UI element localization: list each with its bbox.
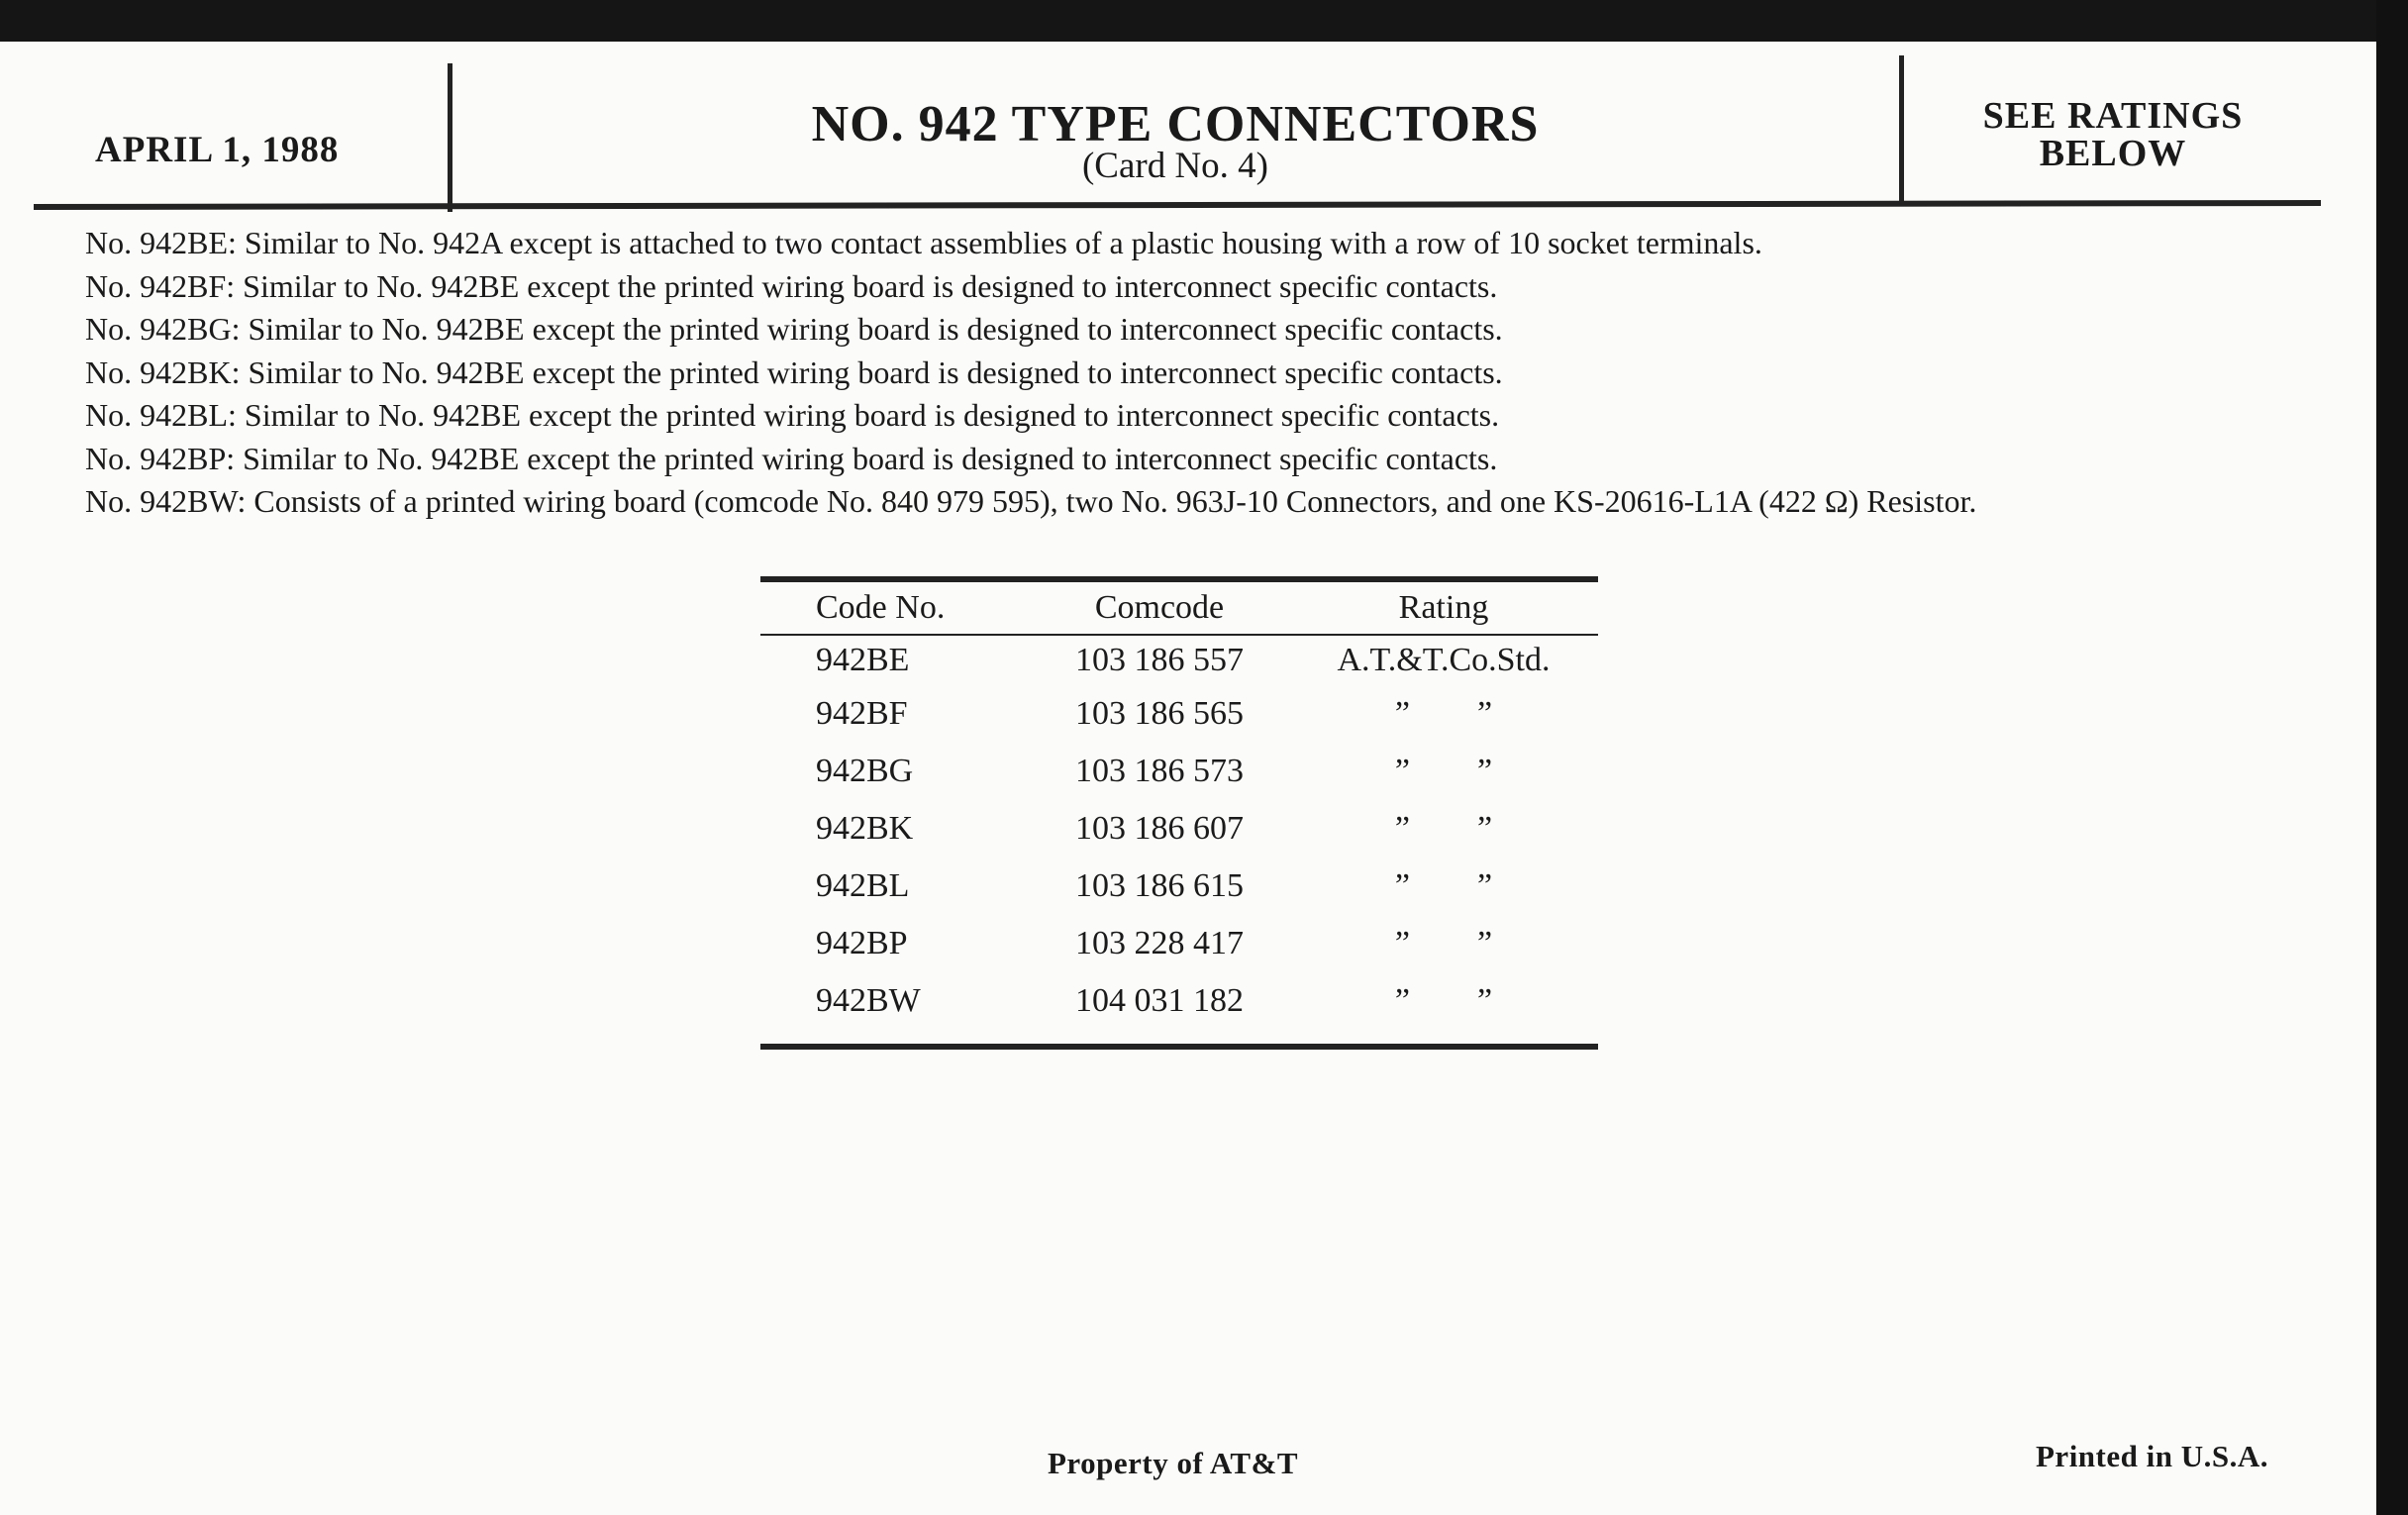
scan-right-border (2376, 0, 2408, 1515)
cell-code: 942BW (816, 982, 921, 1019)
header-rating: Rating (1398, 589, 1489, 626)
table-row (760, 858, 1598, 915)
description-942bk: No. 942BK: Similar to No. 942BE except the printed wiring board is designed to interconnect specific contacts. (85, 354, 1503, 390)
table-body (760, 636, 1598, 1030)
cell-rating: ” ” (1394, 867, 1493, 904)
cell-comcode: 103 186 615 (1075, 867, 1244, 904)
description-942bw: No. 942BW: Consists of a printed wiring board (comcode No. 840 979 595), two No. 963J-10 Connectors, and one KS-20616-L1A (422 Ω) Resistor. (85, 483, 1977, 519)
cell-rating: ” ” (1394, 925, 1493, 961)
cell-code: 942BG (816, 753, 914, 789)
cell-comcode: 103 228 417 (1075, 925, 1244, 961)
cell-rating: ” ” (1394, 982, 1493, 1019)
table-row (760, 636, 1598, 685)
header-divider-left (448, 63, 452, 212)
header-date: APRIL 1, 1988 (95, 130, 340, 170)
ratings-note-line-1: SEE RATINGS (1982, 95, 2244, 137)
ratings-table (760, 576, 1598, 1050)
cell-rating: ” ” (1394, 810, 1493, 847)
table-row (760, 800, 1598, 858)
page-title: NO. 942 TYPE CONNECTORS (811, 96, 1540, 152)
cell-comcode: 104 031 182 (1075, 982, 1244, 1019)
footer-property: Property of AT&T (1048, 1446, 1299, 1480)
cell-comcode: 103 186 557 (1075, 642, 1244, 678)
table-header-row (760, 582, 1598, 634)
header-comcode: Comcode (1094, 589, 1225, 626)
cell-code: 942BK (816, 810, 914, 847)
cell-comcode: 103 186 565 (1075, 695, 1244, 732)
cell-code: 942BF (816, 695, 908, 732)
cell-rating: ” ” (1394, 753, 1493, 789)
table-row (760, 972, 1598, 1030)
table-row (760, 743, 1598, 800)
description-list (85, 222, 2362, 524)
footer-printed: Printed in U.S.A. (2036, 1439, 2268, 1473)
header-ratings-note (1905, 97, 2321, 172)
description-942bg: No. 942BG: Similar to No. 942BE except the printed wiring board is designed to interconnect specific contacts. (85, 311, 1503, 347)
description-942bp: No. 942BP: Similar to No. 942BE except the printed wiring board is designed to interconnect specific contacts. (85, 440, 1498, 476)
header-code-no: Code No. (816, 589, 946, 626)
table-row (760, 685, 1598, 743)
table-bottom-rule (760, 1044, 1598, 1050)
cell-rating: A.T.&T.Co.Std. (1337, 642, 1551, 678)
page-subtitle: (Card No. 4) (1081, 146, 1269, 186)
description-942bf: No. 942BF: Similar to No. 942BE except the printed wiring board is designed to interconnect specific contacts. (85, 267, 1498, 304)
description-942be: No. 942BE: Similar to No. 942A except is attached to two contact assemblies of a plastic housing with a row of 10 socket terminals. (85, 225, 1762, 260)
cell-code: 942BP (816, 925, 908, 961)
header-divider-right (1899, 55, 1904, 204)
scan-top-border (0, 0, 2408, 42)
cell-rating: ” ” (1394, 695, 1493, 732)
cell-code: 942BE (816, 642, 910, 678)
cell-code: 942BL (816, 867, 910, 904)
ratings-note-line-2: BELOW (2039, 133, 2187, 174)
description-942bl: No. 942BL: Similar to No. 942BE except the printed wiring board is designed to interconnect specific contacts. (85, 397, 1500, 433)
cell-comcode: 103 186 607 (1075, 810, 1244, 847)
table-row (760, 915, 1598, 972)
cell-comcode: 103 186 573 (1075, 753, 1244, 789)
